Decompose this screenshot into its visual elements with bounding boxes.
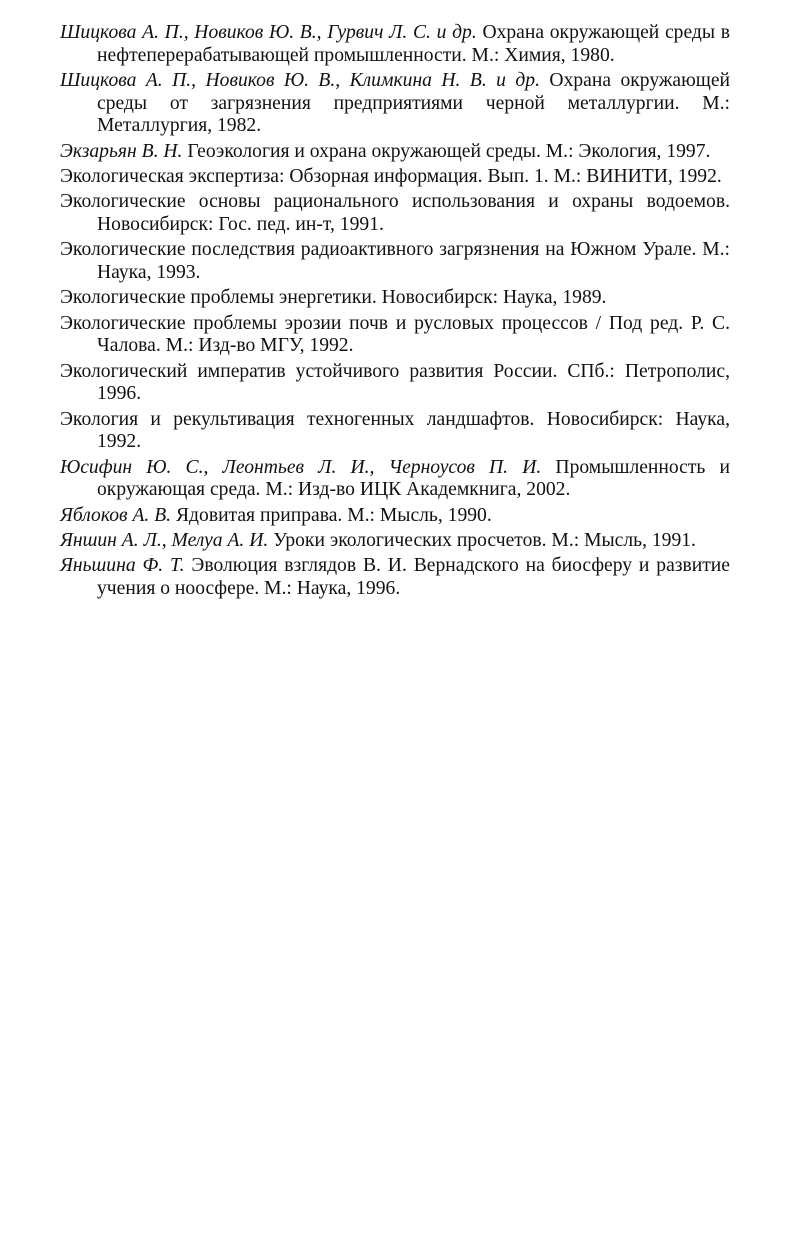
reference-entry (60, 457, 730, 502)
reference-text: Ядовитая приправа. М.: Мысль, 1990. (175, 504, 492, 526)
reference-entry (60, 70, 730, 138)
reference-text: Экологический императив устойчивого развития России. СПб.: Петрополис, 1996. (60, 360, 730, 405)
reference-entry (60, 22, 730, 67)
reference-text: Экологическая экспертиза: Обзорная информация. Вып. 1. М.: ВИНИТИ, 1992. (60, 165, 722, 187)
reference-entry (60, 191, 730, 236)
reference-text: Промышленность и окружающая среда. М.: Изд-во ИЦК Академкнига, 2002. (97, 456, 730, 501)
reference-text: Экологические проблемы энергетики. Новосибирск: Наука, 1989. (60, 287, 607, 309)
reference-entry (60, 361, 730, 406)
reference-entry (60, 239, 730, 284)
reference-authors: Шицкова А. П., Новиков Ю. В., Гурвич Л. С. и др. (60, 22, 477, 43)
reference-authors: Яблоков А. В. (60, 504, 172, 526)
reference-authors: Яншин А. Л., Мелуа А. И. (60, 530, 269, 552)
reference-text: Экологические последствия радиоактивного загрязнения на Южном Урале. М.: Наука, 1993. (60, 239, 730, 283)
bibliography-list (60, 22, 730, 603)
reference-entry (60, 530, 730, 553)
reference-text: Экологические проблемы эрозии почв и русловых процессов / Под ред. Р. С. Чалова. М.: Изд-во МГУ, 1992. (60, 312, 730, 357)
reference-entry (60, 505, 730, 528)
reference-entry (60, 141, 730, 164)
reference-text: Охрана окружающей среды в нефтеперерабатывающей промышленности. М.: Химия, 1980. (97, 22, 730, 66)
reference-text: Эволюция взглядов В. И. Вернадского на биосферу и развитие учения о ноосфере. М.: Наука, 1996. (97, 555, 730, 600)
reference-entry (60, 313, 730, 358)
reference-authors: Юсифин Ю. С., Леонтьев Л. И., Черноусов П. И. (60, 456, 542, 478)
reference-authors: Шицкова А. П., Новиков Ю. В., Климкина Н. В. и др. (60, 69, 540, 91)
reference-authors: Яньшина Ф. Т. (60, 555, 185, 577)
reference-entry (60, 555, 730, 600)
reference-text: Охрана окружающей среды от загрязнения предприятиями черной металлургии. М.: Металлургия, 1982. (97, 69, 731, 137)
reference-text: Геоэкология и охрана окружающей среды. М.: Экология, 1997. (187, 140, 711, 162)
reference-entry (60, 287, 730, 310)
reference-text: Экология и рекультивация техногенных ландшафтов. Новосибирск: Наука, 1992. (60, 408, 730, 453)
reference-entry (60, 166, 730, 189)
reference-text: Экологические основы рационального использования и охраны водоемов. Новосибирск: Гос. пед. ин-т, 1991. (60, 191, 730, 235)
reference-entry (60, 409, 730, 454)
reference-authors: Экзарьян В. Н. (60, 140, 183, 162)
reference-text: Уроки экологических просчетов. М.: Мысль, 1991. (273, 530, 696, 552)
